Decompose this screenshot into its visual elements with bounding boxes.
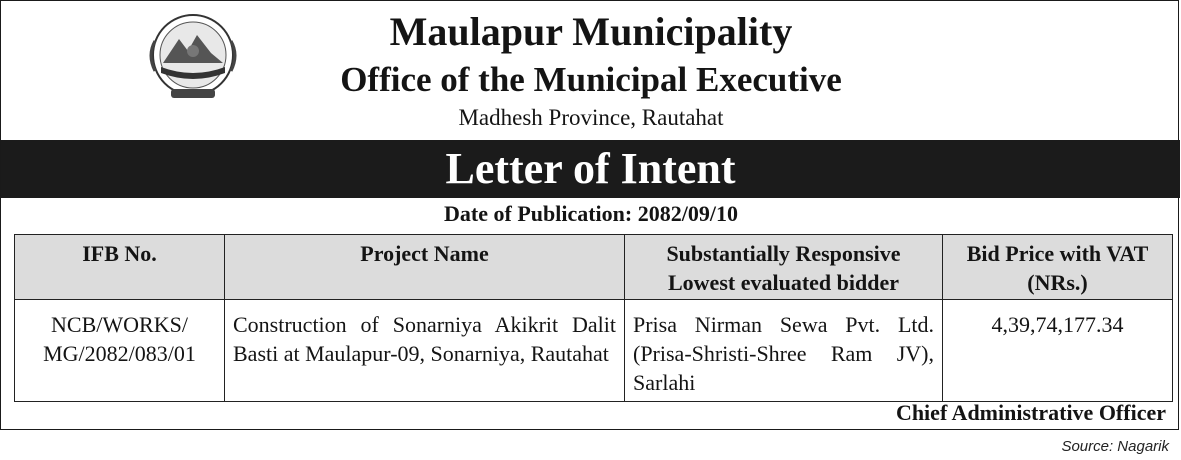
header-project-name: Project Name: [225, 235, 625, 300]
notice-title-banner: Letter of Intent: [1, 140, 1180, 198]
office-title: Office of the Municipal Executive: [340, 60, 842, 99]
nepal-government-emblem-icon: [141, 11, 245, 103]
cell-project-name: Construction of Sonarniya Akikrit Dalit Basti at Maulapur-09, Sonarniya, Rautahat: [225, 300, 625, 402]
address-line: Madhesh Province, Rautahat: [458, 105, 724, 130]
cell-ifb-no: NCB/WORKS/ MG/2082/083/01: [15, 300, 225, 402]
source-credit: Source: Nagarik: [1061, 438, 1169, 455]
publication-date: Date of Publication: 2082/09/10: [444, 201, 738, 226]
table-header-row: [15, 235, 1173, 300]
header-ifb-no: IFB No.: [15, 235, 225, 300]
cell-bidder: Prisa Nirman Sewa Pvt. Ltd. (Prisa-Shristi-Shree Ram JV), Sarlahi: [625, 300, 943, 402]
municipality-title: Maulapur Municipality: [389, 9, 793, 54]
cell-bid-price: 4,39,74,177.34: [943, 300, 1173, 402]
signatory-title: Chief Administrative Officer: [895, 400, 1166, 425]
table-row: [15, 300, 1173, 402]
header-bid-price: Bid Price with VAT (NRs.): [943, 235, 1173, 300]
header-bidder: Substantially Responsive Lowest evaluated bidder: [625, 235, 943, 300]
bid-table: [14, 234, 1173, 402]
